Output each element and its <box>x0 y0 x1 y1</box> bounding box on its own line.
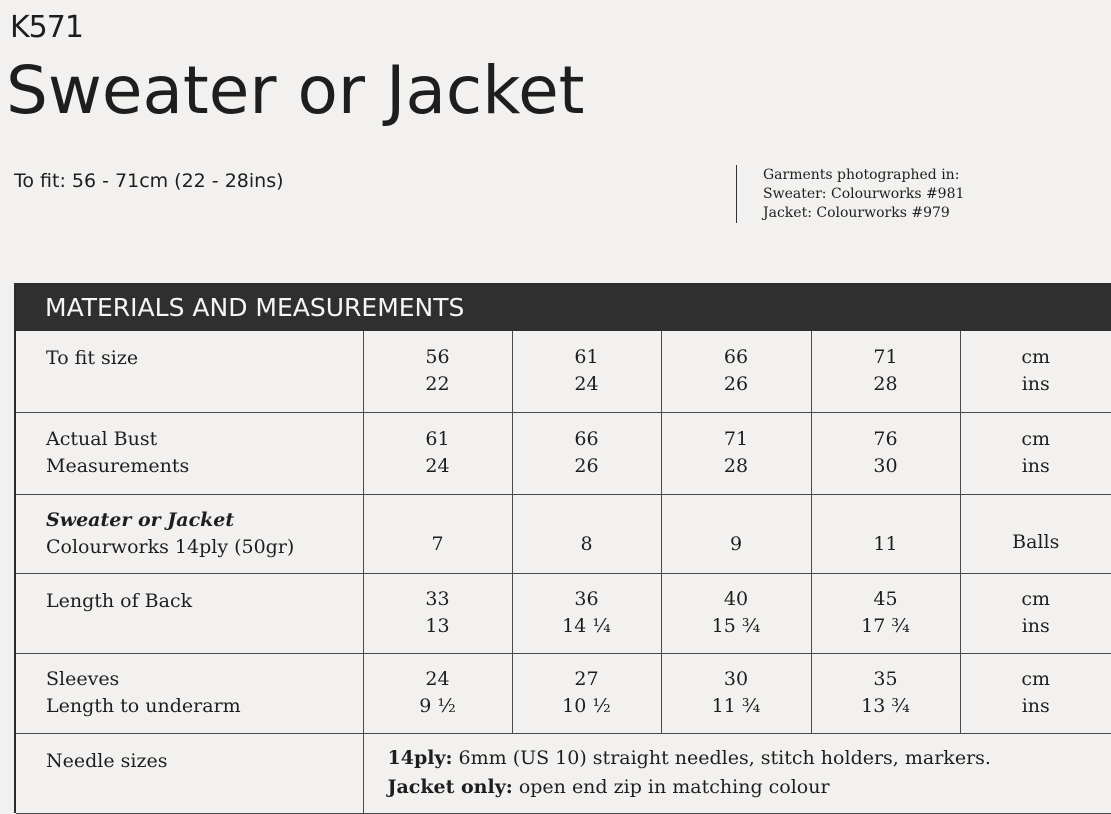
table-row <box>16 412 1111 494</box>
value-cell: 24 9 ½ <box>363 653 512 733</box>
row-label: Sleeves Length to underarm <box>16 653 363 733</box>
table-row <box>16 733 1111 813</box>
unit-cell: cm ins <box>960 573 1111 653</box>
value-cell: 27 10 ½ <box>512 653 661 733</box>
photographed-sweater: Sweater: Colourworks #981 <box>763 186 965 202</box>
value-cell: 8 <box>512 494 661 573</box>
value-cell: 35 13 ¾ <box>811 653 960 733</box>
value-cell: 11 <box>811 494 960 573</box>
row-label: Sweater or Jacket Colourworks 14ply (50gr) <box>16 494 363 573</box>
photographed-jacket: Jacket: Colourworks #979 <box>763 205 950 221</box>
row-label: Length of Back <box>16 573 363 653</box>
value-cell: 9 <box>661 494 811 573</box>
table-row <box>16 331 1111 412</box>
value-cell: 33 13 <box>363 573 512 653</box>
value-cell: 36 14 ¼ <box>512 573 661 653</box>
value-cell: 61 24 <box>512 331 661 412</box>
unit-cell: cm ins <box>960 331 1111 412</box>
value-cell: 71 28 <box>661 412 811 494</box>
value-cell: 7 <box>363 494 512 573</box>
table-row <box>16 573 1111 653</box>
value-cell: 76 30 <box>811 412 960 494</box>
value-cell: 30 11 ¾ <box>661 653 811 733</box>
photographed-heading: Garments photographed in: <box>763 167 960 183</box>
page-title: Sweater or Jacket <box>6 52 585 129</box>
table-row <box>16 494 1111 573</box>
divider <box>736 165 737 223</box>
needle-notes: 14ply: 6mm (US 10) straight needles, stitch holders, markers. Jacket only: open end zip in matching colour <box>363 733 1111 813</box>
table-row <box>16 653 1111 733</box>
value-cell: 56 22 <box>363 331 512 412</box>
value-cell: 61 24 <box>363 412 512 494</box>
measurements-table <box>16 331 1111 814</box>
value-cell: 45 17 ¾ <box>811 573 960 653</box>
photographed-note <box>763 166 964 223</box>
value-cell: 40 15 ¾ <box>661 573 811 653</box>
pattern-code: K571 <box>10 10 83 45</box>
row-label: Actual Bust Measurements <box>16 412 363 494</box>
value-cell: 66 26 <box>512 412 661 494</box>
materials-panel <box>14 283 1111 813</box>
section-title: MATERIALS AND MEASUREMENTS <box>16 285 1111 331</box>
unit-cell: Balls <box>960 494 1111 573</box>
value-cell: 66 26 <box>661 331 811 412</box>
to-fit-range: To fit: 56 - 71cm (22 - 28ins) <box>14 170 284 192</box>
row-label: Needle sizes <box>16 733 363 813</box>
row-label: To fit size <box>16 331 363 412</box>
unit-cell: cm ins <box>960 412 1111 494</box>
value-cell: 71 28 <box>811 331 960 412</box>
unit-cell: cm ins <box>960 653 1111 733</box>
